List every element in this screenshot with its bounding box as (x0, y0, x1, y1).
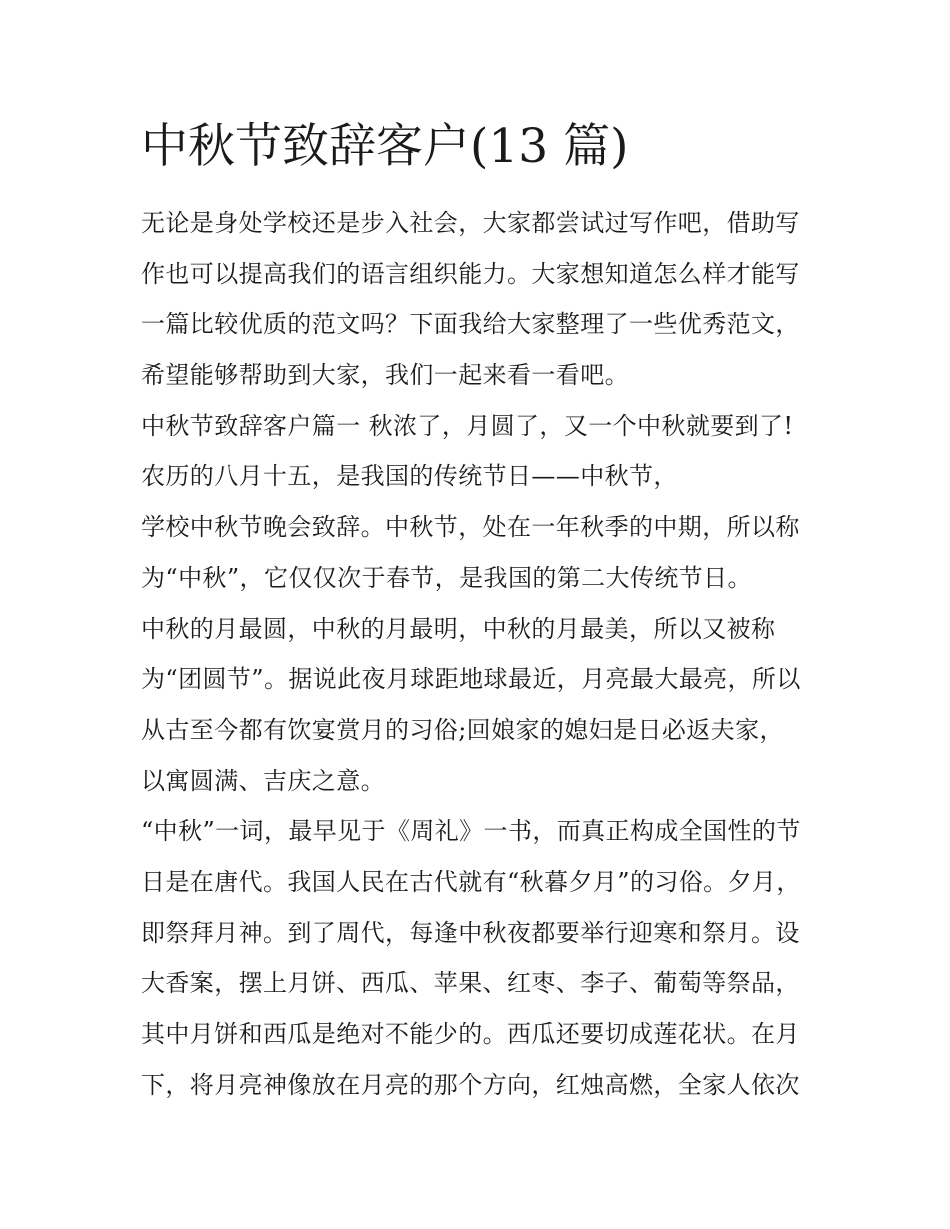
text-line: 为“中秋”，它仅仅次于春节，是我国的第二大传统节日。 (141, 563, 752, 592)
text-line: 其中月饼和西瓜是绝对不能少的。西瓜还要切成莲花状。在月 (141, 1020, 800, 1048)
text-line: 无论是身处学校还是步入社会，大家都尝试过写作吧，借助写 (141, 209, 800, 237)
text-line: 学校中秋节晚会致辞。中秋节，处在一年秋季的中期，所以称 (141, 513, 800, 542)
document-body (141, 198, 831, 1110)
text-line: 以寓圆满、吉庆之意。 (141, 766, 385, 795)
text-line: 农历的八月十五，是我国的传统节日——中秋节， (141, 462, 678, 491)
text-line: 大香案，摆上月饼、西瓜、苹果、红枣、李子、葡萄等祭品， (141, 969, 800, 998)
text-line: “中秋”一词，最早见于《周礼》一书，而真正构成全国性的节 (141, 817, 801, 846)
text-line: 日是在唐代。我国人民在古代就有“秋暮夕月”的习俗。夕月， (141, 867, 801, 896)
text-line: 中秋的月最圆，中秋的月最明，中秋的月最美，所以又被称 (141, 614, 776, 643)
text-line: 希望能够帮助到大家，我们一起来看一看吧。 (141, 361, 629, 390)
text-line: 中秋节致辞客户篇一 秋浓了，月圆了，又一个中秋就要到了! (141, 411, 794, 440)
text-line: 即祭拜月神。到了周代，每逢中秋夜都要举行迎寒和祭月。设 (141, 918, 800, 947)
text-line: 从古至今都有饮宴赏月的习俗;回娘家的媳妇是日必返夫家， (141, 715, 784, 744)
text-line: 为“团圆节”。据说此夜月球距地球最近，月亮最大最亮，所以 (141, 665, 801, 694)
text-line: 下，将月亮神像放在月亮的那个方向，红烛高燃，全家人依次 (141, 1070, 800, 1099)
text-line: 作也可以提高我们的语言组织能力。大家想知道怎么样才能写 (141, 259, 800, 288)
document-title: 中秋节致辞客户(13 篇) (141, 119, 629, 174)
text-line: 一篇比较优质的范文吗？下面我给大家整理了一些优秀范文， (141, 310, 800, 339)
